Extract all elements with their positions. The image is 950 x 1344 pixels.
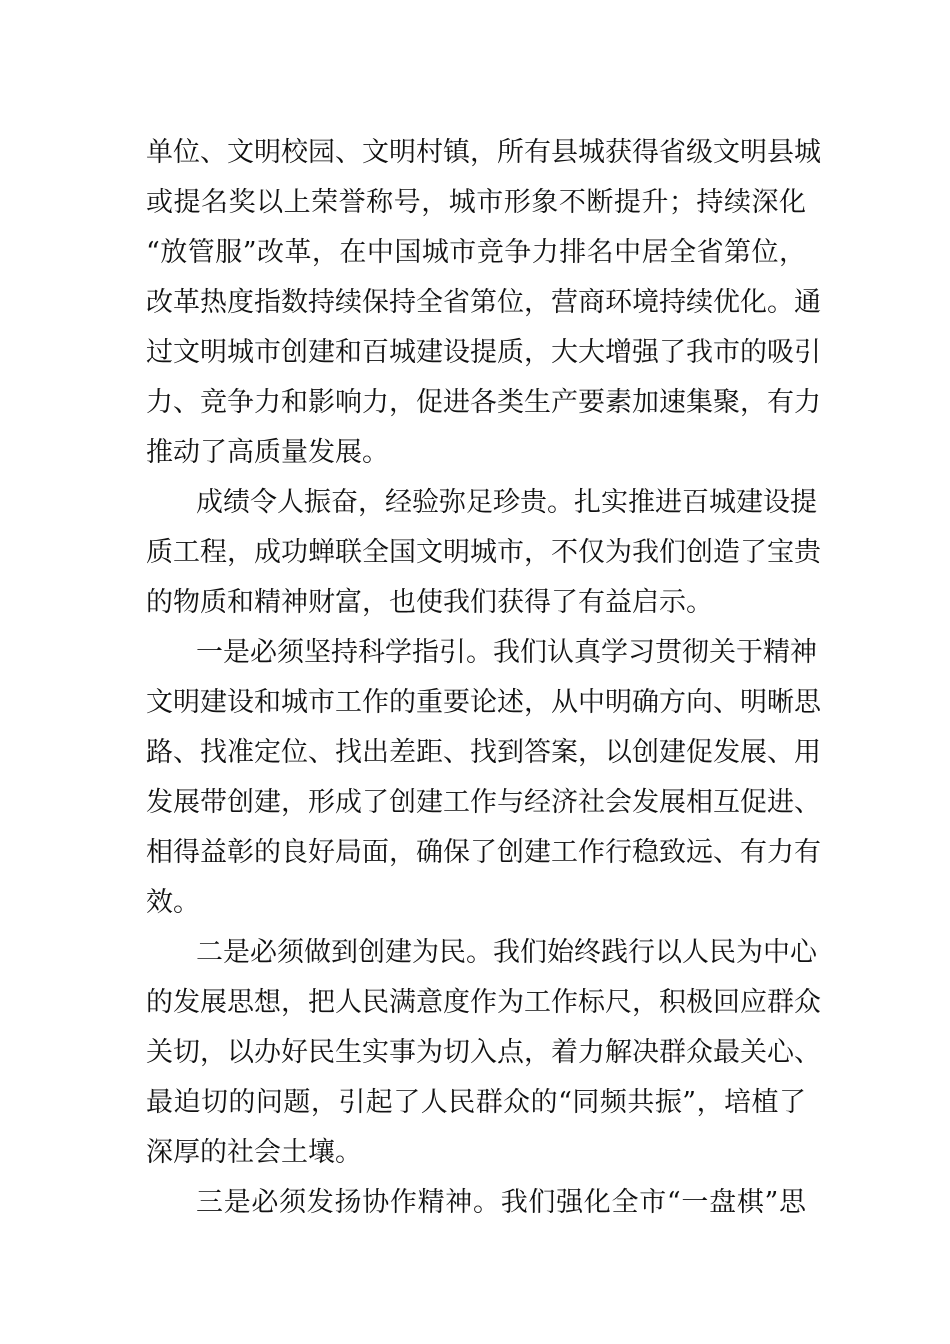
text-line: 相得益彰的良好局面，确保了创建工作行稳致远、有力有 — [146, 837, 821, 868]
text-line: 发展带创建，形成了创建工作与经济社会发展相互促进、 — [146, 787, 821, 818]
text-line: 效。 — [146, 887, 200, 918]
text-line: 改革热度指数持续保持全省第位，营商环境持续优化。通 — [146, 287, 821, 318]
paragraph-first-line: 一是必须坚持科学指引。我们认真学习贯彻关于精神 — [196, 637, 817, 668]
text-line: 的物质和精神财富，也使我们获得了有益启示。 — [146, 587, 713, 618]
text-line: 最迫切的问题，引起了人民群众的“同频共振”，培植了 — [146, 1087, 806, 1118]
text-line: 力、竞争力和影响力，促进各类生产要素加速集聚，有力 — [146, 387, 821, 418]
text-line: 关切，以办好民生实事为切入点，着力解决群众最关心、 — [146, 1037, 821, 1068]
text-line: “放管服”改革，在中国城市竞争力排名中居全省第位， — [146, 237, 806, 268]
text-line: 文明建设和城市工作的重要论述，从中明确方向、明晰思 — [146, 687, 821, 718]
text-line: 或提名奖以上荣誉称号，城市形象不断提升；持续深化 — [146, 187, 806, 218]
text-line: 的发展思想，把人民满意度作为工作标尺，积极回应群众 — [146, 987, 821, 1018]
text-line: 质工程，成功蝉联全国文明城市，不仅为我们创造了宝贵 — [146, 537, 821, 568]
text-line: 过文明城市创建和百城建设提质，大大增强了我市的吸引 — [146, 337, 821, 368]
paragraph-first-line: 二是必须做到创建为民。我们始终践行以人民为中心 — [196, 937, 817, 968]
paragraph-first-line: 成绩令人振奋，经验弥足珍贵。扎实推进百城建设提 — [196, 487, 817, 518]
text-line: 路、找准定位、找出差距、找到答案，以创建促发展、用 — [146, 737, 821, 768]
paragraph-first-line: 三是必须发扬协作精神。我们强化全市“一盘棋”思 — [196, 1187, 806, 1218]
text-line: 单位、文明校园、文明村镇，所有县城获得省级文明县城 — [146, 137, 821, 168]
text-line: 推动了高质量发展。 — [146, 437, 389, 468]
text-line: 深厚的社会土壤。 — [146, 1137, 362, 1168]
